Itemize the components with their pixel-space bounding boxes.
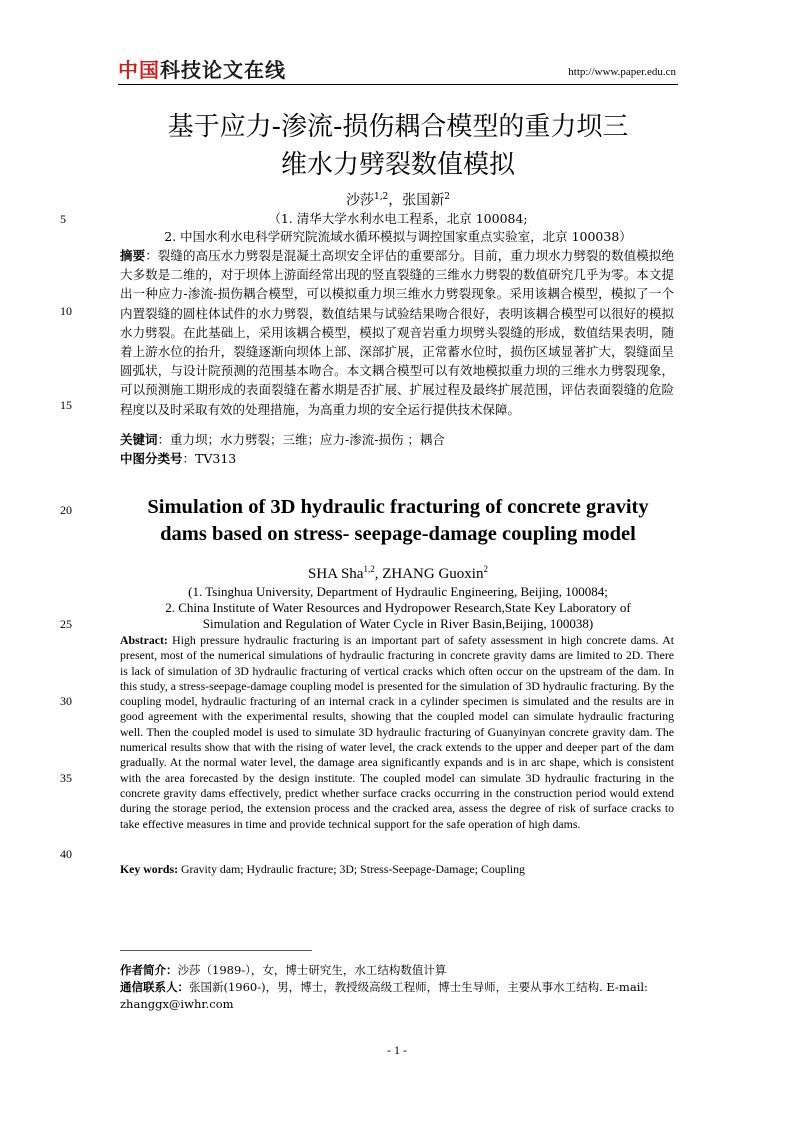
english-affiliation-2: 2. China Institute of Water Resources and Hydropower Research,State Key Laboratory of bbox=[165, 600, 631, 615]
chinese-author-1-affil: 1,2 bbox=[373, 192, 389, 202]
english-title bbox=[118, 494, 678, 548]
english-abstract bbox=[120, 633, 674, 832]
chinese-affiliation-2: 2. 中国水利水电科学研究院流域水循环模拟与调控国家重点实验室，北京 100038） bbox=[164, 229, 632, 244]
english-author-2-affil: 2 bbox=[483, 564, 488, 574]
footnote bbox=[120, 962, 674, 1013]
site-logo bbox=[118, 58, 286, 82]
chinese-affiliation-1: （1. 清华大学水利水电工程系，北京 100084; bbox=[268, 211, 528, 226]
line-number: 5 bbox=[60, 212, 66, 226]
english-affiliation-1: (1. Tsinghua University, Department of Hydraulic Engineering, Beijing, 100084; bbox=[188, 584, 608, 599]
english-abstract-label: Abstract: bbox=[120, 633, 168, 647]
logo-text-red: 中国 bbox=[118, 58, 160, 82]
footnote-author-bio bbox=[120, 962, 674, 979]
footnote-contact-text: 张国新(1960-)，男，博士，教授级高级工程师，博士生导师，主要从事水工结构. E-mail: zhanggx@iwhr.com bbox=[120, 980, 648, 1011]
line-number: 35 bbox=[60, 771, 72, 785]
line-number: 40 bbox=[60, 847, 72, 861]
english-authors bbox=[118, 560, 678, 583]
line-number: 30 bbox=[60, 694, 72, 708]
chinese-title-line-1: 基于应力-渗流-损伤耦合模型的重力坝三 bbox=[167, 112, 629, 142]
line-number: 10 bbox=[60, 304, 72, 318]
footnote-author-label: 作者简介： bbox=[120, 963, 178, 977]
english-keywords bbox=[120, 862, 674, 877]
chinese-title bbox=[118, 108, 678, 184]
chinese-author-2: ，张国新 bbox=[388, 192, 445, 209]
classification-code: ：TV313 bbox=[182, 451, 237, 466]
chinese-author-1: 沙莎 bbox=[345, 192, 374, 209]
classification-label: 中图分类号 bbox=[120, 451, 183, 466]
english-author-1: SHA Sha bbox=[308, 566, 364, 582]
english-affiliations bbox=[118, 584, 678, 632]
chinese-author-2-affil: 2 bbox=[444, 192, 451, 202]
chinese-abstract-text: ：裂缝的高压水力劈裂是混凝土高坝安全评估的重要部分。目前，重力坝水力劈裂的数值模拟绝大多数是二维的，对于坝体上游面经常出现的竖直裂缝的三维水力劈裂的数值研究几乎为零。本文提出一种应力-渗流-损伤耦合模型，可以模拟重力坝三维水力劈裂现象。采用该耦合模型，模拟了一个内置裂缝的圆柱体试件的水力劈裂，数值结果与试验结果吻合很好，表明该耦合模型可以很好的模拟水力劈裂。在此基础上，采用该耦合模型，模拟了观音岩重力坝劈头裂缝的形成，数值结果表明，随着上游水位的抬升，裂缝逐渐向坝体上部、深部扩展，正常蓄水位时，损伤区域显著扩大，裂缝面呈圆弧状，与设计院预测的范围基本吻合。本文耦合模型可以有效地模拟重力坝的三维水力劈裂现象，可以预测施工期形成的表面裂缝在蓄水期是否扩展、扩展过程及最终扩展范围，评估表面裂缝的危险程度以及时采取有效的处理措施，为高重力坝的安全运行提供技术保障。 bbox=[120, 248, 674, 417]
english-author-2: , ZHANG Guoxin bbox=[374, 566, 484, 582]
header-url: http://www.paper.edu.cn bbox=[568, 66, 676, 78]
chinese-authors bbox=[118, 188, 678, 210]
english-author-1-affil: 1,2 bbox=[363, 564, 375, 574]
chinese-title-line-2: 维水力劈裂数值模拟 bbox=[280, 150, 515, 180]
chinese-keywords-label: 关键词 bbox=[120, 432, 158, 447]
footnote-contact-label: 通信联系人： bbox=[120, 980, 189, 994]
footnote-divider bbox=[120, 950, 312, 951]
english-keywords-text: Gravity dam; Hydraulic fracture; 3D; Stress-Seepage-Damage; Coupling bbox=[178, 862, 525, 876]
logo-text-dark: 科技论文在线 bbox=[160, 58, 286, 82]
line-number: 20 bbox=[60, 503, 72, 517]
line-number: 15 bbox=[60, 398, 72, 412]
english-title-line-2: dams based on stress- seepage-damage coupling model bbox=[160, 523, 636, 545]
line-number: 25 bbox=[60, 617, 72, 631]
english-affiliation-3: Simulation and Regulation of Water Cycle in River Basin,Beijing, 100038) bbox=[202, 616, 594, 631]
page-number: - 1 - bbox=[387, 1043, 407, 1057]
english-keywords-label: Key words: bbox=[120, 862, 178, 876]
footnote-contact bbox=[120, 979, 674, 1013]
english-abstract-text: High pressure hydraulic fracturing is an important part of safety assessment in high concrete dams. At present, most of the numerical simulations of hydraulic fracturing in concrete gravity dams are limited to 2D. There is lack of simulation of 3D hydraulic fracturing of vertical cracks which often occur on the upstream of the dam. In this study, a stress-seepage-damage coupling model is presented for the simulation of 3D hydraulic fracturing. By the coupling model, hydraulic fracturing of an internal crack in a cylinder specimen is simulated and the results are in good agreement with the experimental results, showing that the coupled model can simulate hydraulic fracturing well. Then the coupled model is used to simulate 3D hydraulic fracturing of Guanyinyan concrete gravity dam. The numerical results show that with the rising of water level, the crack extends to the upper and deeper part of the dam gradually. At the normal water level, the damage area significantly expands and is in arc shape, which is consistent with the area forecasted by the design institute. The coupled model can simulate 3D hydraulic fracturing in the concrete gravity dams effectively, predict whether surface cracks occurring in the construction period would extend during the storage period, the extension process and the cracked area, assess the degree of risk of surface cracks to take effective measures in time and provide technical support for the safe operation of high dams. bbox=[120, 633, 674, 831]
chinese-keywords-text: ：重力坝；水力劈裂；三维；应力-渗流-损伤 ；耦合 bbox=[157, 432, 445, 447]
chinese-abstract-label: 摘要 bbox=[120, 248, 146, 263]
chinese-classification bbox=[120, 449, 674, 468]
english-title-line-1: Simulation of 3D hydraulic fracturing of concrete gravity bbox=[147, 496, 649, 518]
chinese-abstract bbox=[120, 246, 674, 419]
footnote-author-text: 沙莎（1989-），女，博士研究生，水工结构数值计算 bbox=[177, 963, 447, 977]
chinese-keywords bbox=[120, 430, 674, 449]
page-header bbox=[118, 58, 678, 85]
